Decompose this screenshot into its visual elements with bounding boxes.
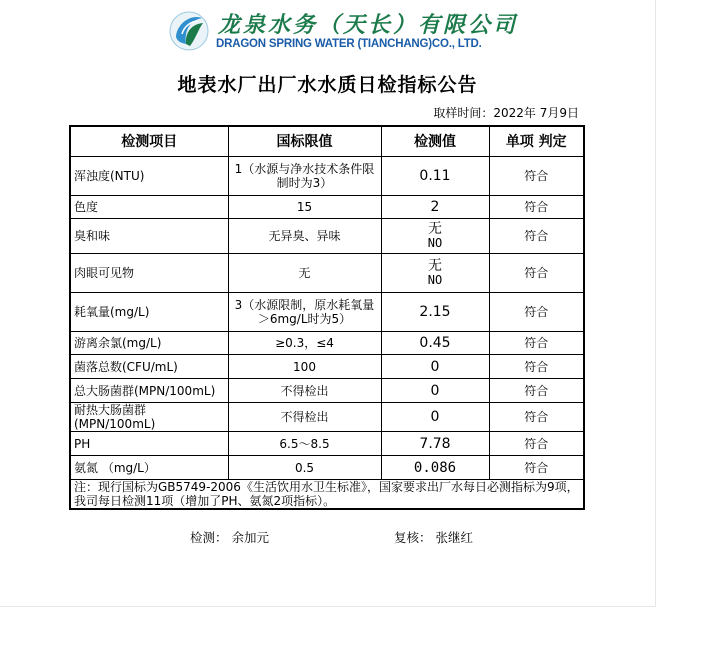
row-item: 肉眼可见物: [70, 254, 228, 293]
table-row: [70, 332, 584, 355]
row-judge: 符合: [489, 456, 584, 480]
table-row: [70, 293, 584, 332]
row-limit: 不得检出: [228, 379, 381, 403]
row-limit: ≥0.3，≤4: [228, 332, 381, 355]
row-judge: 符合: [489, 355, 584, 379]
company-name-cn: 龙泉水务（天长）有限公司: [218, 12, 519, 38]
row-value: 0.45: [381, 332, 489, 355]
row-item: 耐热大肠菌群(MPN/100mL): [70, 403, 228, 432]
table-row: [70, 219, 584, 254]
row-item: 色度: [70, 196, 228, 219]
sample-date: 取样时间：2022年 7月9日: [433, 106, 579, 120]
row-item: 游离余氯(mg/L): [70, 332, 228, 355]
signatures: [190, 528, 473, 546]
table-row: [70, 456, 584, 480]
water-drop-logo-icon: [168, 10, 210, 52]
row-item: 臭和味: [70, 219, 228, 254]
row-judge: 符合: [489, 219, 584, 254]
row-judge: 符合: [489, 332, 584, 355]
row-value: 0.11: [381, 157, 489, 196]
value-code: NO: [427, 273, 443, 287]
row-item: 耗氧量(mg/L): [70, 293, 228, 332]
table-row: [70, 432, 584, 456]
row-item: PH: [70, 432, 228, 456]
row-limit: 无异臭、异味: [228, 219, 381, 254]
row-value: 0: [381, 379, 489, 403]
inspector-signature: 检测： 余加元: [190, 530, 269, 545]
company-header: [168, 6, 519, 58]
row-limit: 0.5: [228, 456, 381, 480]
row-judge: 符合: [489, 379, 584, 403]
value-code: NO: [427, 236, 443, 250]
row-limit: 1（水源与净水技术条件限制时为3）: [228, 157, 381, 196]
row-judge: 符合: [489, 432, 584, 456]
row-item: 总大肠菌群(MPN/100mL): [70, 379, 228, 403]
row-value: 2: [381, 196, 489, 219]
row-judge: 符合: [489, 254, 584, 293]
row-limit: 3（水源限制，原水耗氧量＞6mg/L时为5）: [228, 293, 381, 332]
row-value: [381, 254, 489, 293]
reviewer-signature: 复核： 张继红: [394, 530, 473, 545]
table-row: [70, 196, 584, 219]
table-note: 注：现行国标为GB5749-2006《生活饮用水卫生标准》，国家要求出厂水每日必测指标为9项，我司每日检测11项（增加了PH、氨氮2项指标）。: [70, 480, 584, 510]
value-text: 无: [428, 221, 442, 237]
row-limit: 100: [228, 355, 381, 379]
company-name-en: DRAGON SPRING WATER (TIANCHANG)CO., LTD.: [216, 38, 482, 50]
table-row: [70, 379, 584, 403]
row-limit: 无: [228, 254, 381, 293]
row-value: [381, 219, 489, 254]
row-value: 0.086: [381, 456, 489, 480]
row-value: 0: [381, 355, 489, 379]
value-text: 无: [428, 258, 442, 274]
row-judge: 符合: [489, 293, 584, 332]
row-item: 菌落总数(CFU/mL): [70, 355, 228, 379]
row-limit: 不得检出: [228, 403, 381, 432]
row-judge: 符合: [489, 196, 584, 219]
row-item: 浑浊度(NTU): [70, 157, 228, 196]
row-judge: 符合: [489, 157, 584, 196]
row-value: 0: [381, 403, 489, 432]
table-row: [70, 355, 584, 379]
table-row: [70, 403, 584, 432]
header-value: 检测值: [381, 126, 489, 157]
row-limit: 6.5～8.5: [228, 432, 381, 456]
row-value: 7.78: [381, 432, 489, 456]
note-row: [70, 480, 584, 510]
header-judge: 单项 判定: [489, 126, 584, 157]
page-title: 地表水厂出厂水水质日检指标公告: [177, 74, 478, 96]
table-row: [70, 157, 584, 196]
header-item: 检测项目: [70, 126, 228, 157]
header-limit: 国标限值: [228, 126, 381, 157]
row-judge: 符合: [489, 403, 584, 432]
table-row: [70, 254, 584, 293]
row-value: 2.15: [381, 293, 489, 332]
row-limit: 15: [228, 196, 381, 219]
water-quality-table: [69, 125, 585, 510]
table-header-row: [70, 126, 584, 157]
row-item: 氨氮 （mg/L）: [70, 456, 228, 480]
